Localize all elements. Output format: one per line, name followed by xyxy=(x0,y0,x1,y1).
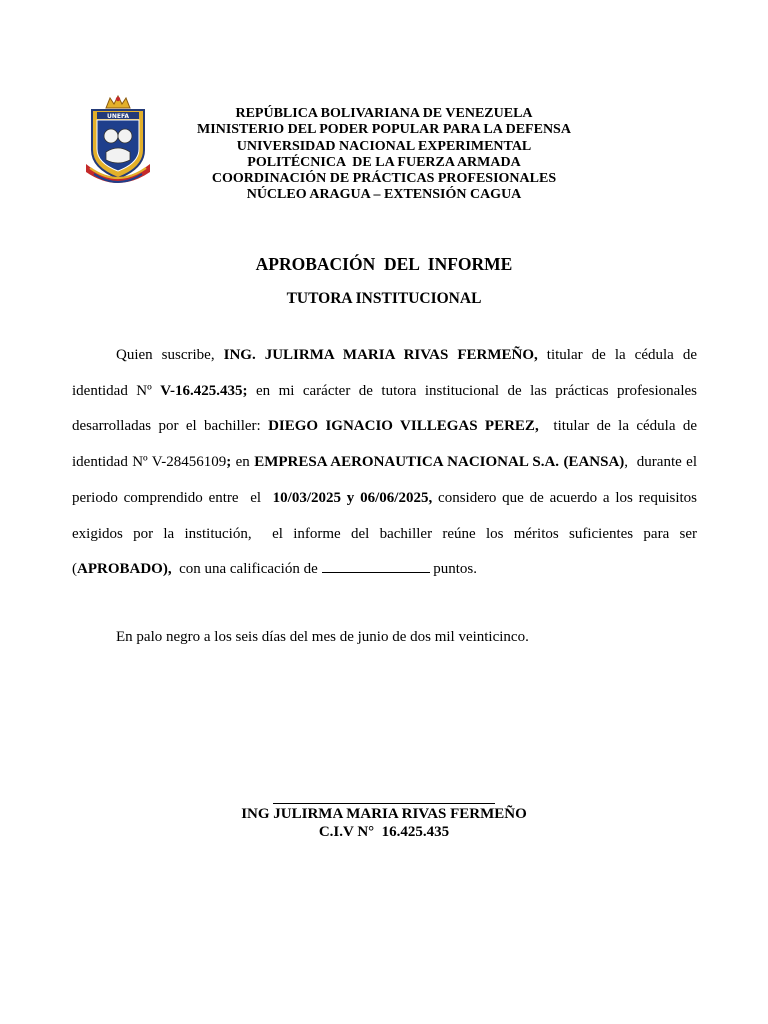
grade-blank-line xyxy=(322,560,430,573)
signer-id: C.I.V N° 16.425.435 xyxy=(318,823,450,840)
student-name: DIEGO IGNACIO VILLEGAS PEREZ, xyxy=(268,418,539,435)
body-text: Quien suscribe, xyxy=(116,347,224,363)
body-text: puntos. xyxy=(429,561,478,578)
header-line: REPÚBLICA BOLIVARIANA DE VENEZUELA xyxy=(235,106,533,121)
institution-header xyxy=(180,106,588,204)
document-subtitle: TUTORA INSTITUCIONAL xyxy=(286,290,482,307)
tutor-id: V-16.425.435; xyxy=(160,382,248,399)
practice-period: 10/03/2025 y 06/06/2025, xyxy=(272,489,433,506)
closing-sentence: En palo negro a los seis días del mes de junio de dos mil veinticinco. xyxy=(116,629,529,645)
company-name: EMPRESA AERONAUTICA NACIONAL S.A. (EANSA) xyxy=(254,454,625,471)
body-text: con una calificación de xyxy=(171,561,322,578)
signer-name: ING JULIRMA MARIA RIVAS FERMEÑO xyxy=(241,806,527,822)
signature-block xyxy=(0,806,768,841)
logo-acronym: UNEFA xyxy=(106,113,130,120)
approval-paragraph xyxy=(72,338,701,588)
approval-status: APROBADO), xyxy=(77,561,172,578)
body-text: , durante el periodo comprendido entre el xyxy=(72,454,701,506)
body-text: titular de la cédula de identidad Nº V-28456109 xyxy=(72,418,701,471)
document-title: APROBACIÓN DEL INFORME xyxy=(255,254,513,274)
header-line: MINISTERIO DEL PODER POPULAR PARA LA DEFENSA xyxy=(197,122,571,138)
body-text: considero que de acuerdo a los requisitos exigidos por la institución, el informe del bachiller reúne los méritos suficientes para ser ( xyxy=(72,489,701,578)
header-line: COORDINACIÓN DE PRÁCTICAS PROFESIONALES xyxy=(211,171,557,187)
university-crest-icon xyxy=(84,94,152,194)
header-line: UNIVERSIDAD NACIONAL EXPERIMENTAL xyxy=(236,138,532,154)
header-line: POLITÉCNICA DE LA FUERZA ARMADA xyxy=(247,154,521,170)
tutor-name: ING. JULIRMA MARIA RIVAS FERMEÑO, xyxy=(223,347,538,363)
body-text: en mi carácter de tutora institucional de las prácticas profesionales desarrolladas por el bachiller: xyxy=(72,382,697,435)
university-logo xyxy=(84,94,152,194)
header-line: NÚCLEO ARAGUA – EXTENSIÓN CAGUA xyxy=(246,187,522,203)
semicolon: ; xyxy=(226,454,232,471)
body-text: en xyxy=(231,454,255,471)
body-text: titular de la cédula de identidad Nº xyxy=(72,347,697,399)
signature-line xyxy=(273,803,495,804)
